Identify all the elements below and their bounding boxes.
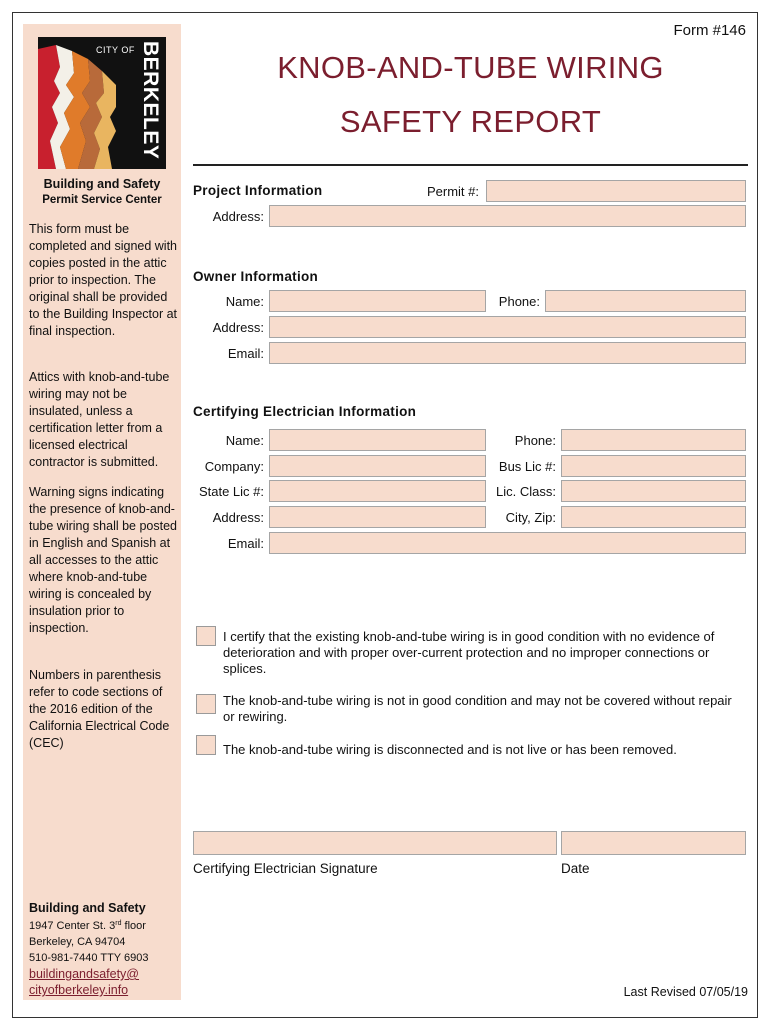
bus-lic-label: Bus Lic #: xyxy=(498,459,556,474)
contact-address xyxy=(29,916,181,934)
permit-number-field[interactable] xyxy=(486,180,746,202)
contact-city: Berkeley, CA 94704 xyxy=(29,936,126,948)
permit-label: Permit #: xyxy=(426,184,479,199)
electrician-email-label: Email: xyxy=(227,536,264,551)
state-lic-field[interactable] xyxy=(269,480,486,502)
department-subtitle: Permit Service Center xyxy=(42,194,162,206)
electrician-name-label: Name: xyxy=(225,433,264,448)
disconnected-checkbox[interactable] xyxy=(196,735,216,755)
date-field[interactable] xyxy=(561,831,746,855)
company-label: Company: xyxy=(204,459,264,474)
insulation-paragraph: Attics with knob-and-tube wiring may not be insulated, unless a certification letter from a licensed electrical contractor is submitted. xyxy=(29,370,170,469)
project-information-heading: Project Information xyxy=(193,183,323,198)
address-floor: floor xyxy=(121,920,146,932)
electrician-phone-label: Phone: xyxy=(514,433,556,448)
signature-field[interactable] xyxy=(193,831,557,855)
lic-class-field[interactable] xyxy=(561,480,746,502)
electrician-address-label: Address: xyxy=(212,510,264,525)
form-title-line2: SAFETY REPORT xyxy=(339,104,602,139)
last-revised: Last Revised 07/05/19 xyxy=(623,985,748,999)
city-zip-field[interactable] xyxy=(561,506,746,528)
not-good-condition-checkbox[interactable] xyxy=(196,694,216,714)
owner-email-field[interactable] xyxy=(269,342,746,364)
certify-good-condition-text: I certify that the existing knob-and-tube wiring is in good condition with no evidence of deterioration and with proper over-current protection and no improper connections or splices. xyxy=(223,629,715,676)
owner-name-label: Name: xyxy=(225,294,264,309)
project-address-label: Address: xyxy=(212,209,264,224)
instructions-paragraph: This form must be completed and signed with copies posted in the attic prior to inspection. The original shall be provided to the Building Inspector at final inspection. xyxy=(29,222,178,338)
owner-address-field[interactable] xyxy=(269,316,746,338)
lic-class-label: Lic. Class: xyxy=(496,484,556,499)
city-of-berkeley-logo xyxy=(38,37,166,169)
state-lic-label: State Lic #: xyxy=(198,484,264,499)
electrician-email-field[interactable] xyxy=(269,532,746,554)
contact-block xyxy=(29,900,181,998)
owner-address-label: Address: xyxy=(212,320,264,335)
header-divider xyxy=(193,164,748,166)
owner-phone-field[interactable] xyxy=(545,290,746,312)
contact-heading: Building and Safety xyxy=(29,901,146,915)
logo-city-of-text: CITY OF xyxy=(96,45,135,55)
address-street: 1947 Center St. 3 xyxy=(29,920,116,932)
owner-information-heading: Owner Information xyxy=(193,269,319,284)
department-name: Building and Safety xyxy=(43,177,161,191)
electrician-phone-field[interactable] xyxy=(561,429,746,451)
department-title xyxy=(23,176,181,208)
electrician-information-heading: Certifying Electrician Information xyxy=(193,404,417,419)
form-title-line1: KNOB-AND-TUBE WIRING xyxy=(277,50,664,85)
owner-phone-label: Phone: xyxy=(498,294,540,309)
owner-email-label: Email: xyxy=(227,346,264,361)
sidebar xyxy=(23,24,181,1000)
city-zip-label: City, Zip: xyxy=(505,510,556,525)
date-label: Date xyxy=(561,861,590,876)
warning-signs-paragraph: Warning signs indicating the presence of knob-and-tube wiring shall be posted in English and Spanish at all accesses to the attic where knob-and-tube wiring is concealed by insulation prior to inspection. xyxy=(29,485,178,635)
signature-label: Certifying Electrician Signature xyxy=(193,861,378,876)
form-number: Form #146 xyxy=(673,22,746,39)
electrician-name-field[interactable] xyxy=(269,429,486,451)
bus-lic-field[interactable] xyxy=(561,455,746,477)
electrician-address-field[interactable] xyxy=(269,506,486,528)
contact-email-link-line2[interactable]: cityofberkeley.info xyxy=(29,983,129,997)
company-field[interactable] xyxy=(269,455,486,477)
contact-email-link-line1[interactable]: buildingandsafety@ xyxy=(29,967,139,981)
project-address-field[interactable] xyxy=(269,205,746,227)
contact-phone: 510-981-7440 TTY 6903 xyxy=(29,952,149,964)
logo-berkeley-text: BERKELEY xyxy=(139,41,162,160)
disconnected-text: The knob-and-tube wiring is disconnected and is not live or has been removed. xyxy=(223,742,677,757)
not-good-condition-text: The knob-and-tube wiring is not in good condition and may not be covered without repair or rewiring. xyxy=(223,693,732,724)
address-ordinal: rd xyxy=(115,920,122,927)
certify-good-condition-checkbox[interactable] xyxy=(196,626,216,646)
code-reference-paragraph: Numbers in parenthesis refer to code sections of the 2016 edition of the California Electrical Code (CEC) xyxy=(29,668,170,750)
owner-name-field[interactable] xyxy=(269,290,486,312)
